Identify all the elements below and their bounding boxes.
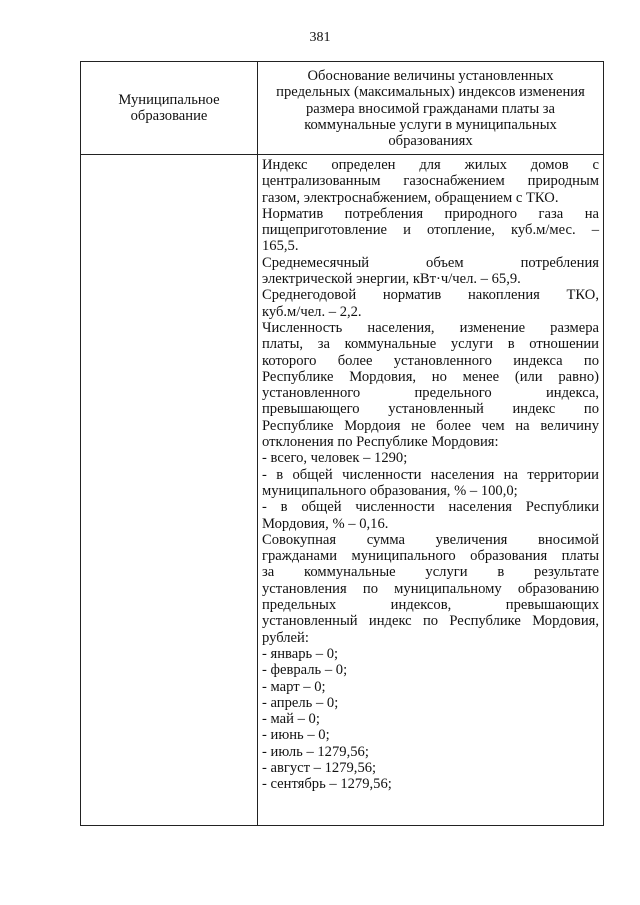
text-line: - всего, человек – 1290; bbox=[262, 450, 408, 467]
text-line: Среднемесячный объем потребления bbox=[262, 254, 599, 271]
text-line: рублей: bbox=[262, 629, 309, 646]
text-line: Совокупная сумма увеличения вносимой bbox=[262, 531, 599, 548]
text-line: платы, за коммунальные услуги в отношении bbox=[262, 336, 599, 353]
municipal-index-table bbox=[80, 61, 604, 826]
list-item: - август – 1279,56; bbox=[262, 759, 377, 776]
header-justification-cell bbox=[258, 62, 604, 155]
list-item: - апрель – 0; bbox=[262, 694, 339, 711]
list-item: - май – 0; bbox=[262, 711, 320, 728]
text-line: Индекс определен для жилых домов с bbox=[262, 157, 599, 173]
text-line: 165,5. bbox=[262, 238, 299, 255]
text-line: превышающего установленный индекс по bbox=[262, 401, 599, 418]
text-line: которого более установленного индекса по bbox=[262, 352, 599, 369]
list-item: - февраль – 0; bbox=[262, 662, 348, 679]
text-line: газом, электроснабжением, обращением с ТКО. bbox=[262, 189, 559, 206]
page-number: 381 bbox=[309, 30, 331, 45]
text-line: предельных индексов, превышающих bbox=[262, 597, 599, 614]
text-line: Мордовия, % – 0,16. bbox=[262, 515, 389, 532]
table-row bbox=[81, 155, 604, 826]
text-line: установленного предельного индекса, bbox=[262, 385, 599, 402]
text-line: Республике Мордовия, но менее (или равно) bbox=[262, 368, 599, 385]
table-header-row bbox=[81, 62, 604, 155]
header-justification-label: Обоснование величины установленных предельных (максимальных) индексов изменения размера вносимой гражданами платы за коммунальные услуги в муниципальных образованиях bbox=[276, 68, 585, 150]
text-line: Численность населения, изменение размера bbox=[262, 319, 599, 336]
list-item: - сентябрь – 1279,56; bbox=[262, 776, 392, 793]
text-line: Норматив потребления природного газа на bbox=[262, 205, 599, 222]
text-line: - в общей численности населения Республики bbox=[262, 499, 599, 516]
text-line: установления по муниципальному образованию bbox=[262, 580, 599, 597]
text-line: Среднегодовой норматив накопления ТКО, bbox=[262, 287, 599, 304]
list-item: - июнь – 0; bbox=[262, 727, 330, 744]
text-line: электрической энергии, кВт·ч/чел. – 65,9. bbox=[262, 271, 521, 288]
text-line: отклонения по Республике Мордовия: bbox=[262, 434, 499, 451]
text-line: гражданами муниципального образования платы bbox=[262, 548, 599, 565]
text-line: - в общей численности населения на территории bbox=[262, 466, 599, 483]
municipality-cell bbox=[81, 155, 258, 826]
list-item: - июль – 1279,56; bbox=[262, 743, 369, 760]
text-line: установленный индекс по Республике Мордовия, bbox=[262, 613, 599, 630]
list-item: - март – 0; bbox=[262, 678, 326, 695]
list-item: - январь – 0; bbox=[262, 645, 339, 662]
text-line: централизованным газоснабжением природным bbox=[262, 173, 599, 190]
text-line: куб.м/чел. – 2,2. bbox=[262, 303, 362, 320]
header-municipality-label: Муниципальное образование bbox=[118, 91, 220, 124]
text-line: пищеприготовление и отопление, куб.м/мес. – bbox=[262, 222, 599, 239]
text-line: муниципального образования, % – 100,0; bbox=[262, 482, 518, 499]
header-municipality-cell bbox=[81, 62, 258, 155]
text-line: Республике Мордоия не более чем на величину bbox=[262, 417, 599, 434]
justification-cell bbox=[258, 155, 604, 826]
text-line: за коммунальные услуги в результате bbox=[262, 564, 599, 581]
